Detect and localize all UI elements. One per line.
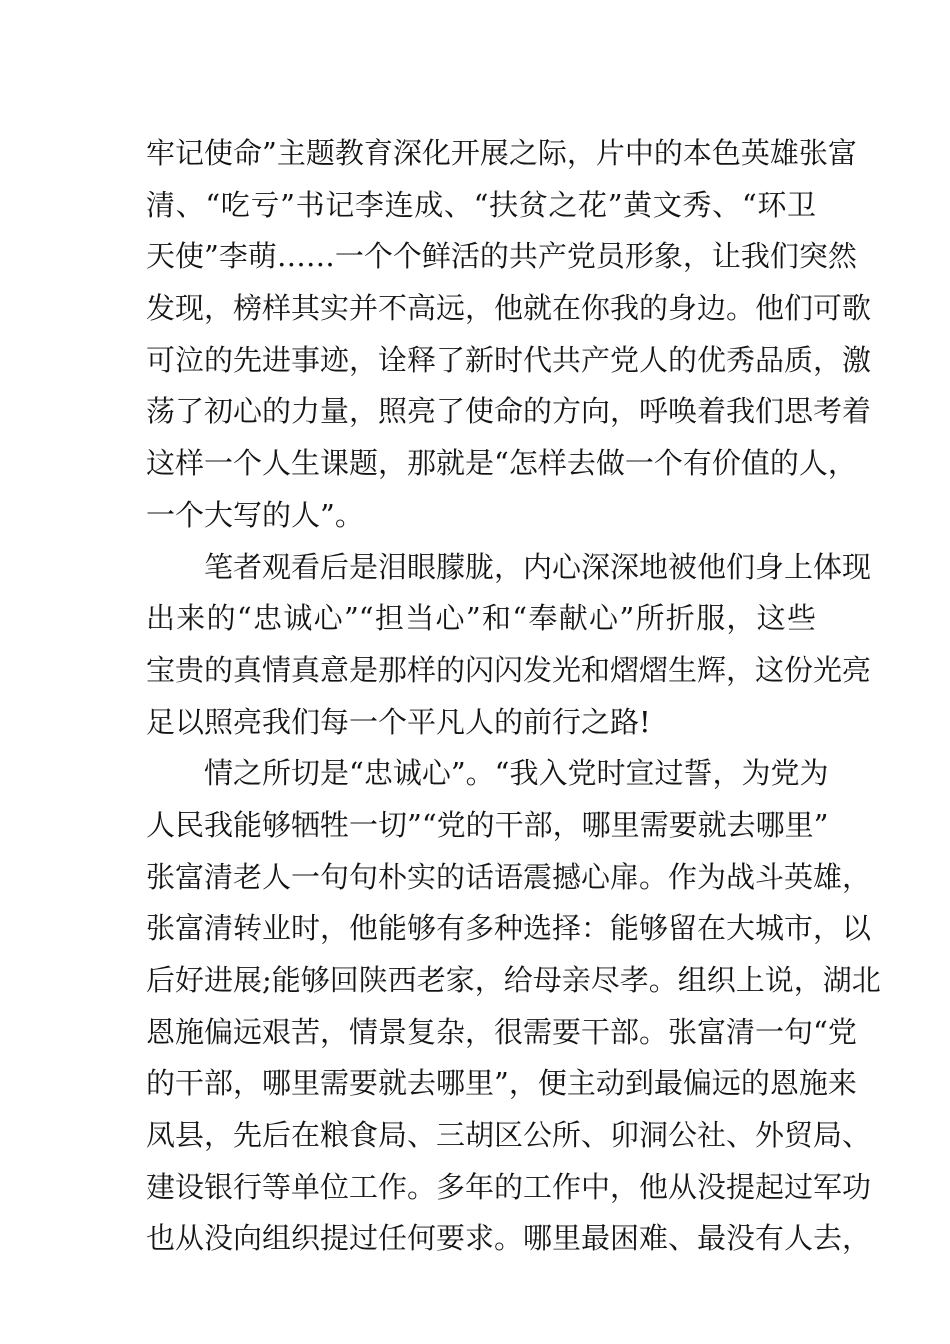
text-line: 可泣的先进事迹，诠释了新时代共产党人的优秀品质，激 (146, 342, 872, 377)
text-line: 清、“吃亏”书记李连成、“扶贫之花”黄文秀、“环卫 (146, 187, 816, 222)
text-line: 笔者观看后是泪眼朦胧，内心深深地被他们身上体现 (204, 549, 872, 584)
text-line: 牢记使命”主题教育深化开展之际，片中的本色英雄张富 (146, 136, 857, 170)
text-line: 荡了初心的力量，照亮了使命的方向，呼唤着我们思考着 (146, 394, 872, 429)
text-line: 发现，榜样其实并不高远，他就在你我的身边。他们可歌 (146, 291, 872, 326)
text-line: 一个大写的人”。 (146, 497, 364, 532)
text-line: 恩施偏远艰苦，情景复杂，很需要干部。张富清一句“党 (146, 1014, 857, 1049)
text-line: 后好进展;能够回陕西老家，给母亲尽孝。组织上说，湖北 (146, 963, 881, 997)
text-line: 张富清转业时，他能够有多种选择：能够留在大城市，以 (146, 911, 872, 946)
text-line: 天使”李萌……一个个鲜活的共产党员形象，让我们突然 (146, 239, 857, 274)
text-line: 宝贵的真情真意是那样的闪闪发光和熠熠生辉，这份光亮 (146, 652, 872, 687)
text-line: 凤县，先后在粮食局、三胡区公所、卯洞公社、外贸局、 (146, 1118, 872, 1153)
text-line: 这样一个人生课题，那就是“怎样去做一个有价值的人， (146, 446, 857, 481)
text-line: 足以照亮我们每一个平凡人的前行之路! (146, 704, 651, 739)
text-line: 也从没向组织提过任何要求。哪里最困难、最没有人去， (146, 1221, 872, 1256)
text-line: 出来的“忠诚心”“担当心”和“奉献心”所折服，这些 (146, 601, 816, 636)
text-line: 的干部，哪里需要就去哪里”，便主动到最偏远的恩施来 (146, 1066, 857, 1101)
text-line: 建设银行等单位工作。多年的工作中，他从没提起过军功 (146, 1169, 872, 1204)
text-line: 情之所切是“忠诚心”。“我入党时宣过誓，为党为 (204, 756, 829, 791)
body-text (146, 128, 881, 1265)
text-line: 人民我能够牺牲一切”“党的干部，哪里需要就去哪里” (146, 807, 829, 842)
text-line: 张富清老人一句句朴实的话语震撼心扉。作为战斗英雄， (146, 859, 872, 894)
